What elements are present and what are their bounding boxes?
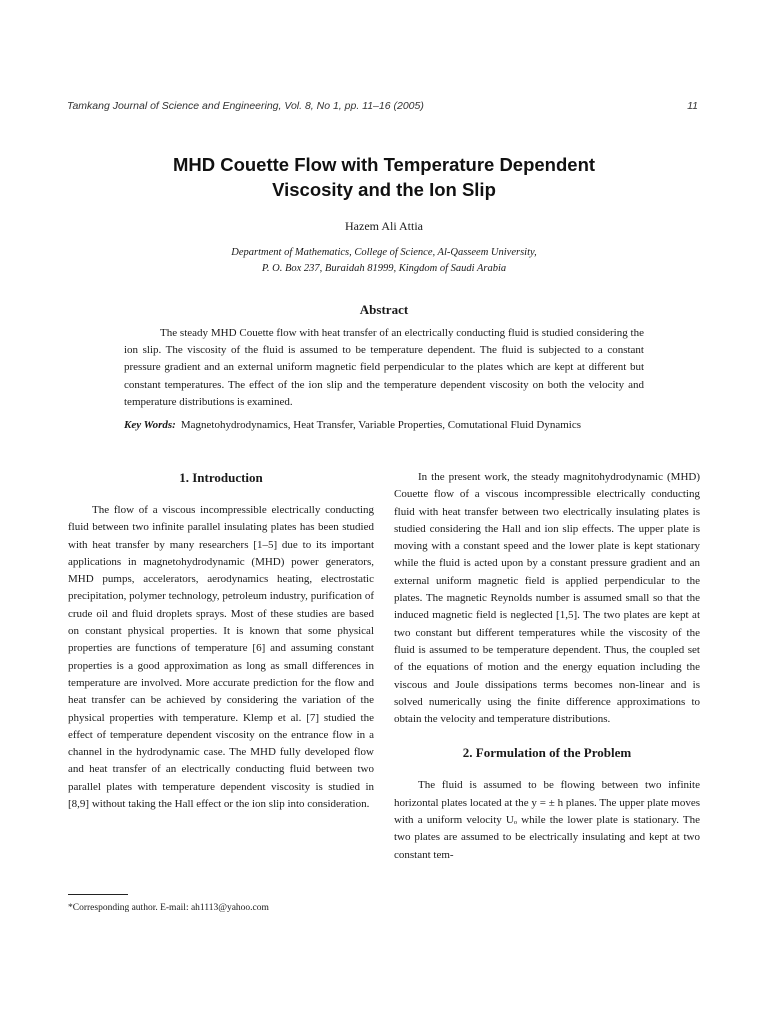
title-line-1: MHD Couette Flow with Temperature Dependent xyxy=(172,154,596,175)
abstract-text: The steady MHD Couette flow with heat transfer of an electrically conducting fluid is studied considering the ion slip. The viscosity of the fluid is assumed to be temperature dependent. The fluid is subjected to a constant pressure gradient and an external uniform magnetic field perpendicular to the plates which are kept at different but constant temperatures. The effect of the ion slip and the temperature dependent viscosity on both the velocity and temperature distributions is examined. xyxy=(124,327,644,408)
author-name: Hazem Ali Attia xyxy=(345,219,423,233)
footnote: *Corresponding author. E-mail: ah1113@yahoo.com xyxy=(68,903,269,913)
abstract-heading: Abstract xyxy=(359,302,409,317)
introduction-paragraph: The flow of a viscous incompressible electrically conducting fluid between two infinite parallel insulating plates has been studied with heat transfer by many researchers [1–5] due to its important applications in magnetohydrodynamic (MHD) power generators, MHD pumps, accelerators, aerodynamics heating, electrostatic precipitation, polymer technology, petroleum industry, purification of crude oil and fluid droplets sprays. Most of these studies are based on constant physical properties. It is known that some physical properties are functions of temperature [6] and assuming constant properties is a good approximation as long as small differences in temperature are involved. More accurate prediction for the flow and heat transfer can be achieved by considering the variation of the physical properties with temperature. Klemp et al. [7] studied the effect of temperature dependent viscosity on the entrance flow in a channel in the hydrodynamic case. The MHD fully developed flow and heat transfer of an electrically conducting fluid between two parallel plates with temperature dependent viscosity is studied in [8,9] without taking the Hall effect or the ion slip into consideration. xyxy=(68,504,374,811)
affiliation-line-1: Department of Mathematics, College of Science, Al-Qasseem University, xyxy=(231,247,537,258)
footnote-divider xyxy=(68,894,128,895)
running-header xyxy=(67,100,698,112)
journal-citation: Tamkang Journal of Science and Engineering, Vol. 8, No 1, pp. 11–16 (2005) xyxy=(67,100,424,112)
keywords-text: Magnetohydrodynamics, Heat Transfer, Variable Properties, Comutational Fluid Dynamics xyxy=(180,419,582,431)
affiliation-line-2: P. O. Box 237, Buraidah 81999, Kingdom of Saudi Arabia xyxy=(261,263,507,274)
right-column xyxy=(394,469,700,864)
paper-title xyxy=(0,152,768,202)
page-number: 11 xyxy=(687,100,698,112)
keywords-label: Key Words: xyxy=(124,419,176,431)
present-work-paragraph: In the present work, the steady magnitohydrodynamic (MHD) Couette flow of a viscous incompressible electrically conducting fluid with heat transfer between two electrically insulating plates is studied considering the Hall and ion slip effects. The upper plate is moving with a constant speed and the lower plate is kept stationary while the fluid is acted upon by a constant pressure gradient and an external uniform magnetic field is applied perpendicular to the plates. The magnetic Reynolds number is assumed small so that the induced magnetic field is neglected [1,5]. The two plates are kept at two constant but different temperatures while the viscosity of the fluid is assumed to be temperature dependent. Thus, the coupled set of the equations of motion and the energy equation including the viscous and Joule dissipations terms becomes non-linear and is solved numerically using the finite difference approximations to obtain the velocity and temperature distributions. xyxy=(394,471,700,726)
formulation-paragraph: The fluid is assumed to be flowing between two infinite horizontal plates located at the y = ± h planes. The upper plate moves with a uniform velocity Uₒ while the lower plate is stationary. The two plates are assumed to be electrically insulating and kept at two constant tem- xyxy=(394,779,700,861)
affiliation xyxy=(0,245,768,277)
left-column xyxy=(68,469,374,813)
formulation-heading: 2. Formulation of the Problem xyxy=(462,745,632,761)
keywords xyxy=(124,417,644,434)
title-line-2: Viscosity and the Ion Slip xyxy=(272,179,496,200)
introduction-heading: 1. Introduction xyxy=(179,470,263,485)
